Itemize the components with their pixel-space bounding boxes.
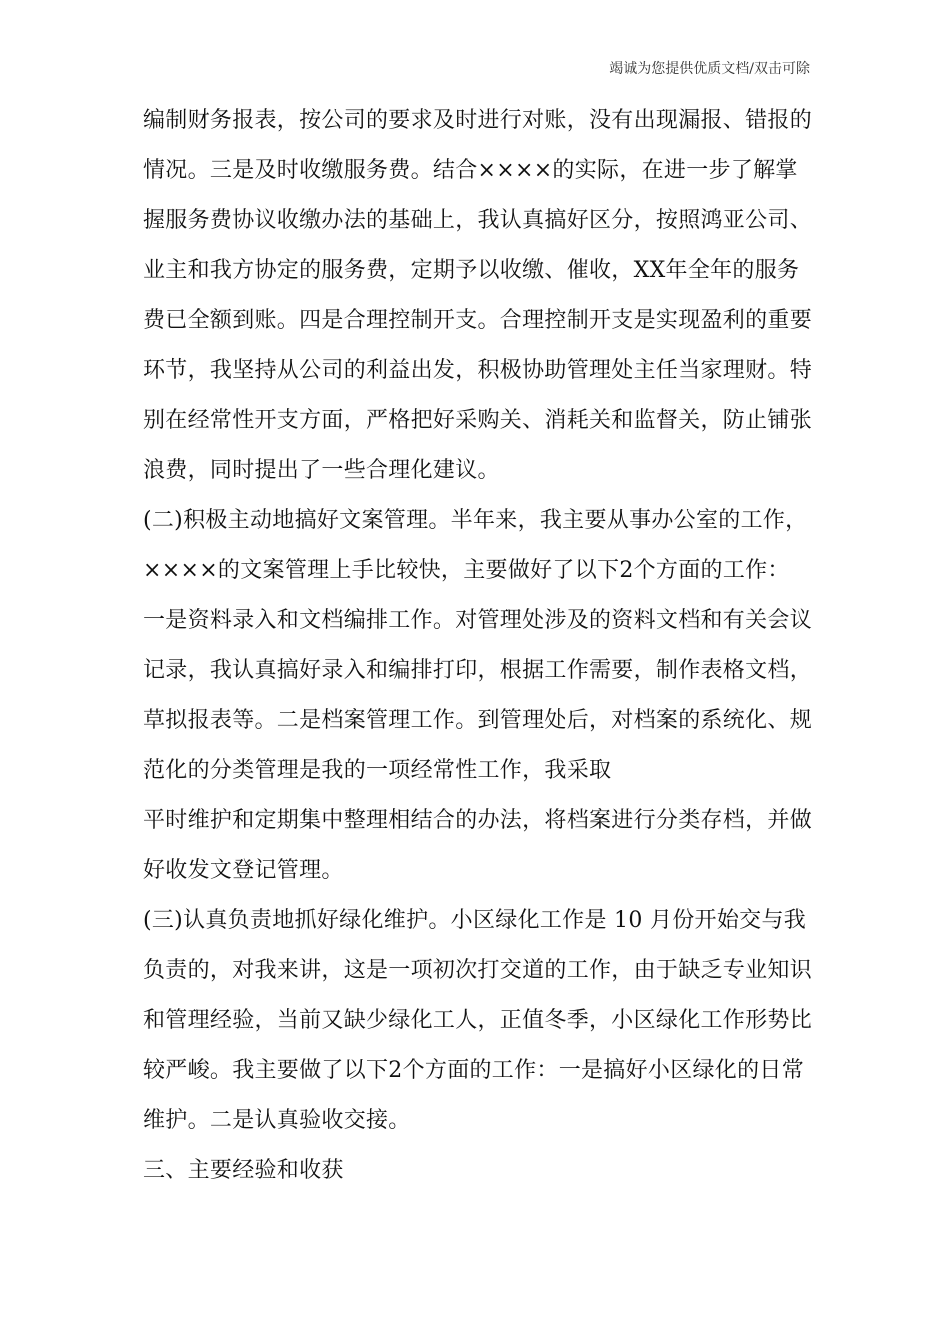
text-line: 业主和我方协定的服务费，定期予以收缴、催收，XX年全年的服务 xyxy=(143,258,800,283)
text-line: ××××的文案管理上手比较快，主要做好了以下2个方面的工作： xyxy=(143,558,790,583)
text-line: 草拟报表等。二是档案管理工作。到管理处后，对档案的系统化、规 xyxy=(143,708,813,733)
text-line: 维护。二是认真验收交接。 xyxy=(143,1108,411,1133)
header-note: 竭诚为您提供优质文档/双击可除 xyxy=(609,61,810,77)
text-line: 费已全额到账。四是合理控制开支。合理控制开支是实现盈利的重要 xyxy=(143,308,813,333)
text-line: 别在经常性开支方面，严格把好采购关、消耗关和监督关，防止铺张 xyxy=(143,408,813,433)
section-heading-main: 三、主要经验和收获 xyxy=(143,1158,344,1183)
text-line: 好收发文登记管理。 xyxy=(143,858,344,883)
text-line: 握服务费协议收缴办法的基础上，我认真搞好区分，按照鸿亚公司、 xyxy=(143,208,813,233)
text-line: 一是资料录入和文档编排工作。对管理处涉及的资料文档和有关会议 xyxy=(143,608,813,633)
text-line: 浪费，同时提出了一些合理化建议。 xyxy=(143,458,500,483)
text-line: 平时维护和定期集中整理相结合的办法，将档案进行分类存档，并做 xyxy=(143,808,813,833)
document-body xyxy=(143,96,823,1196)
text-line: 范化的分类管理是我的一项经常性工作，我采取 xyxy=(143,758,612,783)
text-line: 负责的，对我来讲，这是一项初次打交道的工作，由于缺乏专业知识 xyxy=(143,958,813,983)
text-line: 编制财务报表，按公司的要求及时进行对账，没有出现漏报、错报的 xyxy=(143,108,813,133)
text-line: 环节，我坚持从公司的利益出发，积极协助管理处主任当家理财。特 xyxy=(143,358,813,383)
text-line: 和管理经验，当前又缺少绿化工人，正值冬季，小区绿化工作形势比 xyxy=(143,1008,813,1033)
text-line: 较严峻。我主要做了以下2个方面的工作：一是搞好小区绿化的日常 xyxy=(143,1058,804,1083)
section-heading-2: (二)积极主动地搞好文案管理。半年来，我主要从事办公室的工作， xyxy=(143,508,808,533)
text-line: 情况。三是及时收缴服务费。结合××××的实际，在进一步了解掌 xyxy=(143,158,798,183)
section-heading-3: (三)认真负责地抓好绿化维护。小区绿化工作是 10 月份开始交与我 xyxy=(143,908,807,933)
text-line: 记录，我认真搞好录入和编排打印，根据工作需要，制作表格文档， xyxy=(143,658,813,683)
